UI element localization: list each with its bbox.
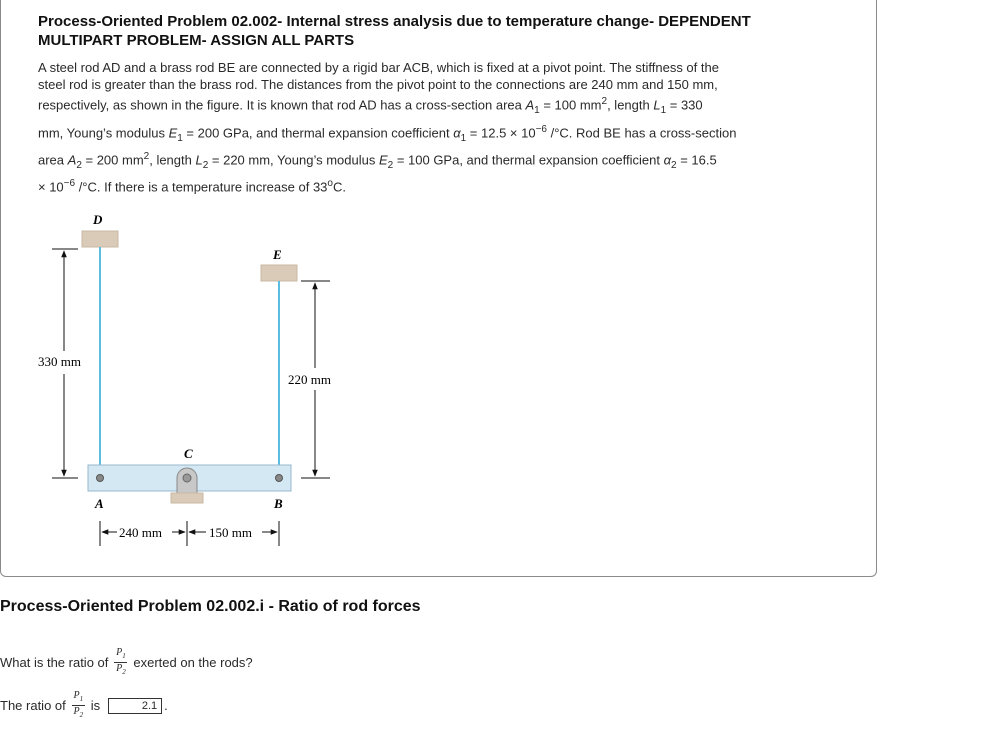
question-suffix: exerted on the rods? [133,655,253,670]
question-prefix: What is the ratio of [0,655,109,670]
title-line-2: MULTIPART PROBLEM- ASSIGN ALL PARTS [38,32,355,49]
fraction-p1-p2: $\frac{P_1}{P_2}$ [116,647,126,676]
problem-text-line-4: mm, Young’s modulus $E_1 = 200$ GPa, and thermal expansion coefficient $\alpha_1 = 12.5 \times 10^{-6}$ /°C. Rod BE has a cross-section [38,124,737,144]
label-B: B [274,496,283,511]
title-line-1: Process-Oriented Problem 02.002- Internal stress analysis due to temperature change- DEPENDENT [38,13,751,30]
dim-330-label: 330 mm [38,354,81,369]
support-E [261,265,297,281]
support-D [82,231,118,247]
dim-240-label: 240 mm [119,525,162,540]
pin-B [276,475,283,482]
pin-A [97,475,104,482]
part-title: Process-Oriented Problem 02.002.i - Ratio of rod forces [0,598,421,615]
answer-line [0,691,168,720]
pivot-pin [183,474,191,482]
ratio-answer-input[interactable]: 2.1 [108,698,162,714]
label-E: E [273,247,282,262]
problem-text-line-5: area $A_2 = 200$ $mm^2$, length $L_2 = 220$ mm, Young’s modulus $E_2 = 100$ GPa, and thermal expansion coefficient $\alpha_2 = 16.5$ [38,151,717,171]
label-D: D [93,212,103,227]
question-line [0,648,253,677]
answer-is: is [90,698,101,713]
answer-prefix: The ratio of [0,698,66,713]
rod-figure [0,0,400,560]
pivot-base [171,493,203,503]
problem-text-line-2: steel rod is greater than the brass rod. The distances from the pivot point to the connections are 240 mm and 150 mm, [38,77,718,92]
problem-text-line-3: respectively, as shown in the figure. It is known that rod AD has a cross-section area $A_1 = 100$ $mm^2$, length $L_1 = 330$ [38,96,703,116]
answer-fraction-p1-p2: $\frac{P_1}{P_2}$ [73,690,84,719]
label-A: A [95,496,104,511]
answer-period: . [164,698,168,713]
problem-text-line-1: A steel rod AD and a brass rod BE are connected by a rigid bar ACB, which is fixed at a pivot point. The stiffness of the [38,60,719,75]
dim-150-label: 150 mm [209,525,252,540]
dim-220-label: 220 mm [288,372,331,387]
label-C: C [184,446,193,461]
problem-text-line-6: × $10^{-6}$ /°C. If there is a temperature increase of 33$^o$C. [38,178,346,195]
